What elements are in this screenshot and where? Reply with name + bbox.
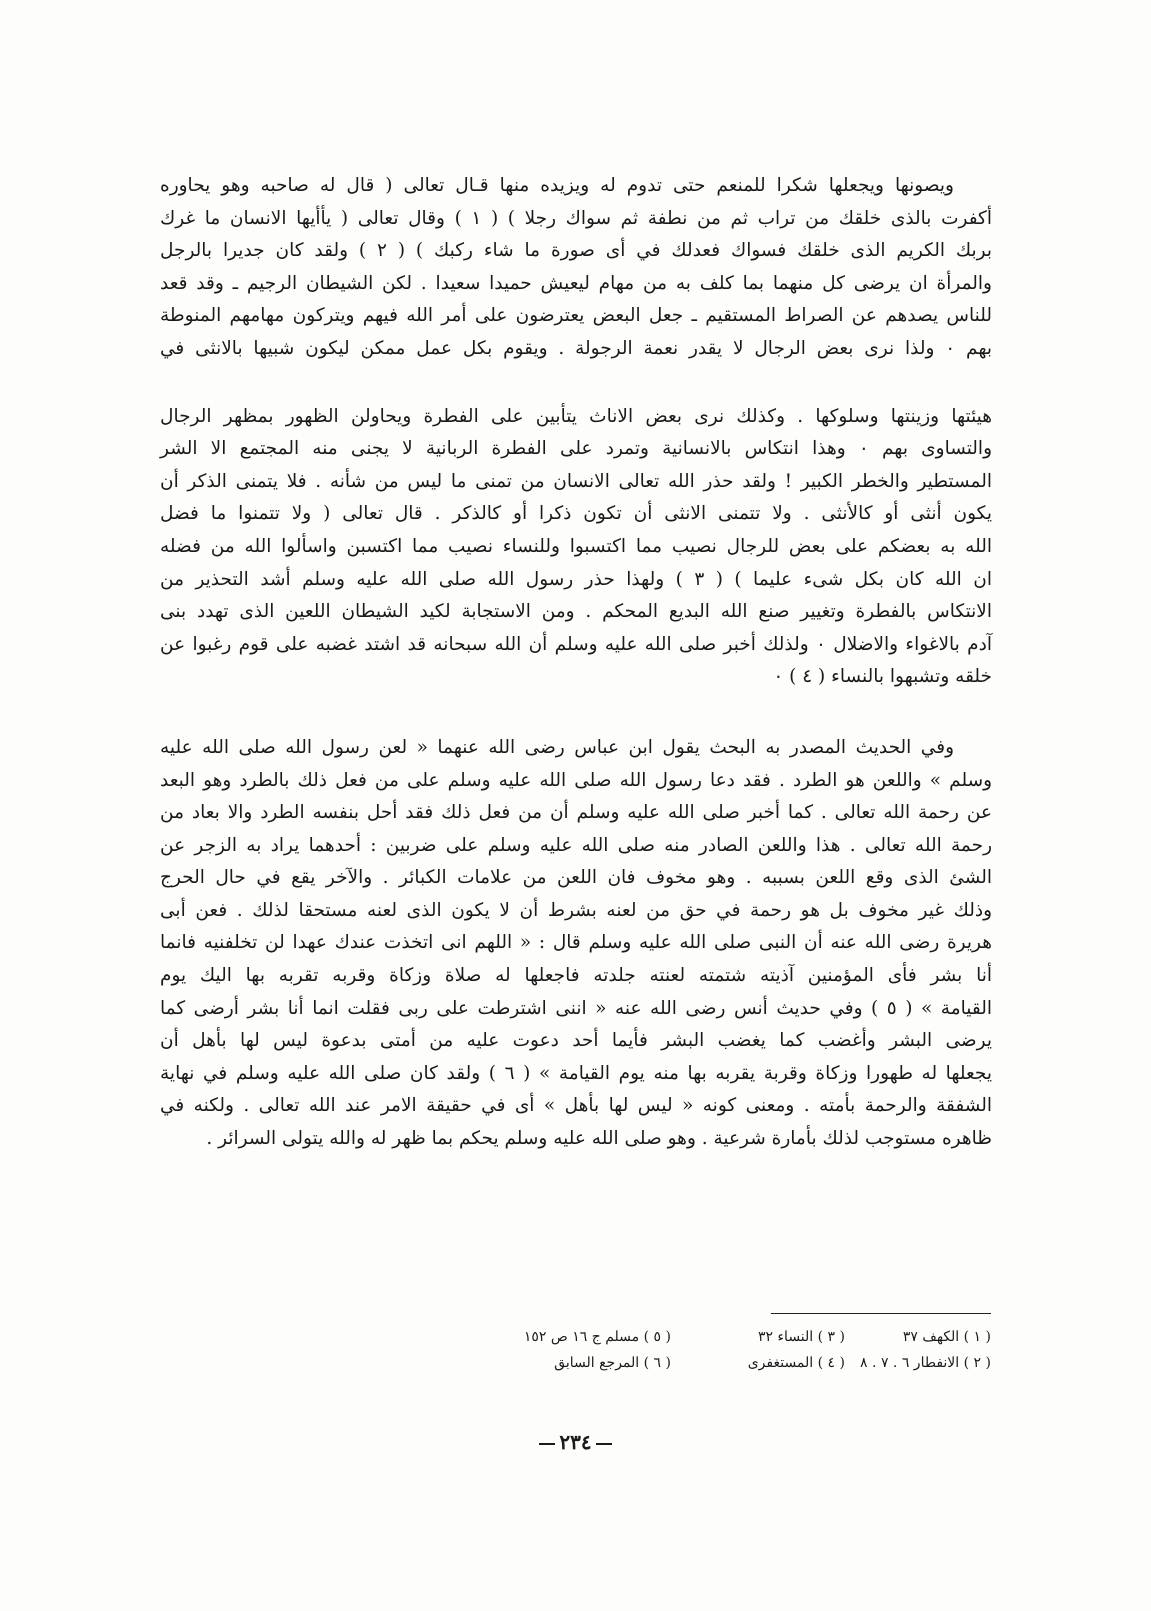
text-line: يرضى البشر وأغضب كما يغضب البشر فأيما أحد دعوت عليه من أمتى بدعوة ليس لها بأهل أن [160,1030,992,1052]
text-line: ظاهره مستوجب لذلك بأمارة شرعية . وهو صلى الله عليه وسلم يحكم بما ظهر له والله يتولى السرائر . [206,1128,992,1150]
text-line: للناس يصدهم عن الصراط المستقيم ـ جعل البعض يعترضون على أمر الله فيهم ويتركون مهامهم المنوطة [160,305,992,327]
footnote-column [524,1324,671,1376]
text-line: يكون أنثى أو كالأنثى . ولا تتمنى الانثى أن تكون ذكرا أو كالذكر . قال تعالى ( ولا تتمنوا ما فضل [160,503,992,525]
text-line: والتساوى بهم ٠ وهذا انتكاس بالانسانية وتمرد على الفطرة الربانية لا يجنى منه المجتمع الا الشر [160,438,993,460]
paragraph-3 [160,732,992,1156]
paragraph-2 [160,401,992,694]
text-line: يجعلها له طهورا وزكاة وقربة يقربه بها منه يوم القيامة » ( ٦ ) ولقد كان صلى الله عليه وسلم في نهاية [160,1062,992,1084]
footnote-4: ( ٤ ) المستغفرى [747,1355,845,1371]
document-body [160,170,992,1156]
text-line: القيامة » ( ٥ ) وفي حديث أنس رضى الله عنه « اننى اشترطت على ربى فقلت انما أنا بشر أرضى كما [160,997,992,1019]
text-line: وسلم » واللعن هو الطرد . فقد دعا رسول الله صلى الله عليه وسلم على من فعل ذلك بالطرد وهو البعد [160,769,992,791]
footnote-column [860,1324,991,1376]
footnote-6: ( ٦ ) المرجع السابق [554,1355,671,1371]
text-line: الشئ الذى وقع اللعن بسببه . وهو مخوف فان اللعن من علامات الكبائر . والآخر يقع في حال الحرج [160,867,992,889]
text-line: الشفقة والرحمة بأمته . ومعنى كونه « ليس لها بأهل » أى في حقيقة الامر عند الله تعالى . ولكنه في [160,1095,992,1117]
footnote-3: ( ٣ ) النساء ٣٢ [757,1329,845,1345]
text-line: آدم بالاغواء والاضلال ٠ ولذلك أخبر صلى الله عليه وسلم أن الله سبحانه قد اشتد غضبه على قوم رغبوا عن [160,633,992,655]
dash-mark [596,1443,612,1445]
footnote-5: ( ٥ ) مسلم ج ١٦ ص ١٥٢ [523,1329,671,1345]
footnote-column [748,1324,845,1376]
text-line: بربك الكريم الذى خلقك فسواك فعدلك في أى صورة ما شاء ركبك ) ( ٢ ) ولقد كان جديرا بالرجل [160,240,993,262]
footnote-separator [771,1313,991,1314]
text-line: ويصونها ويجعلها شكرا للمنعم حتى تدوم له ويزيده منها قـال تعالى ( قال له صاحبه وهو يحاوره [160,175,954,196]
text-line: أنا بشر فأى المؤمنين آذيته شتمته لعنته جلدته فاجعلها له صلاة وزكاة وقربه تقربه بها اليك يوم [160,965,992,987]
dash-mark [539,1443,555,1445]
text-line: هريرة رضى الله عنه أن النبى صلى الله عليه وسلم قال : « اللهم انى اتخذت عندك عهدا لن تخلفنيه فانما [160,932,992,954]
text-line: الله به بعضكم على بعض للرجال نصيب مما اكتسبوا وللنساء نصيب مما اكتسبن واسألوا الله من فضله [160,535,992,557]
text-line: والمرأة ان يرضى كل منهما بما كلف به من مهام ليعيش حميدا سعيدا . لكن الشيطان الرجيم ـ وقد قعد [160,272,992,294]
page-number [0,1430,1151,1454]
text-line: بهم ٠ ولذا نرى بعض الرجال لا يقدر نعمة الرجولة . ويقوم بكل عمل ممكن ليكون شبيها بالانثى في [160,337,993,359]
text-line: هيئتها وزينتها وسلوكها . وكذلك نرى بعض الاناث يتأبين على الفطرة ويحاولن الظهور بمظهر الرجال [160,405,992,427]
text-line: وفي الحديث المصدر به البحث يقول ابن عباس رضى الله عنهما « لعن رسول الله صلى الله عليه [160,736,954,758]
paragraph-1 [160,170,992,366]
text-line: عن رحمة الله تعالى . كما أخبر صلى الله عليه وسلم أن من فعل ذلك فقد أحل بنفسه الطرد والا بعاد من [160,802,992,824]
text-line: وذلك غير مخوف بل هو رحمة في حق من لعنه بشرط أن لا يكون الذى لعنه مستحقا لذلك . فعن أبى [160,899,992,921]
footnote-1: ( ١ ) الكهف ٣٧ [902,1329,991,1345]
text-line: خلقه وتشبهوا بالنساء ( ٤ ) ٠ [773,666,992,688]
text-line: أكفرت بالذى خلقك من تراب ثم من نطفة ثم سواك رجلا ) ( ١ ) وقال تعالى ( يأأيها الانسان ما غرك [160,207,992,229]
text-line: المستطير والخطر الكبير ! ولقد حذر الله تعالى الانسان من تمنى ما ليس من شأنه . فلا يتمنى الذكر أن [160,470,992,492]
text-line: رحمة الله تعالى . هذا واللعن الصادر منه صلى الله عليه وسلم على ضربين : أحدهما يراد به الزجر عن [160,834,993,856]
text-line: الانتكاس بالفطرة وتغيير صنع الله البديع المحكم . ومن الاستجابة لكيد الشيطان اللعين الذى تهدد بنى [160,601,992,623]
text-line: ان الله كان بكل شىء عليما ) ( ٣ ) ولهذا حذر رسول الله صلى الله عليه وسلم أشد التحذير من [160,568,992,590]
page-number-text: ٢٣٤ [559,1430,592,1454]
footnote-2: ( ٢ ) الانفطار ٦ . ٧ . ٨ [860,1355,991,1371]
